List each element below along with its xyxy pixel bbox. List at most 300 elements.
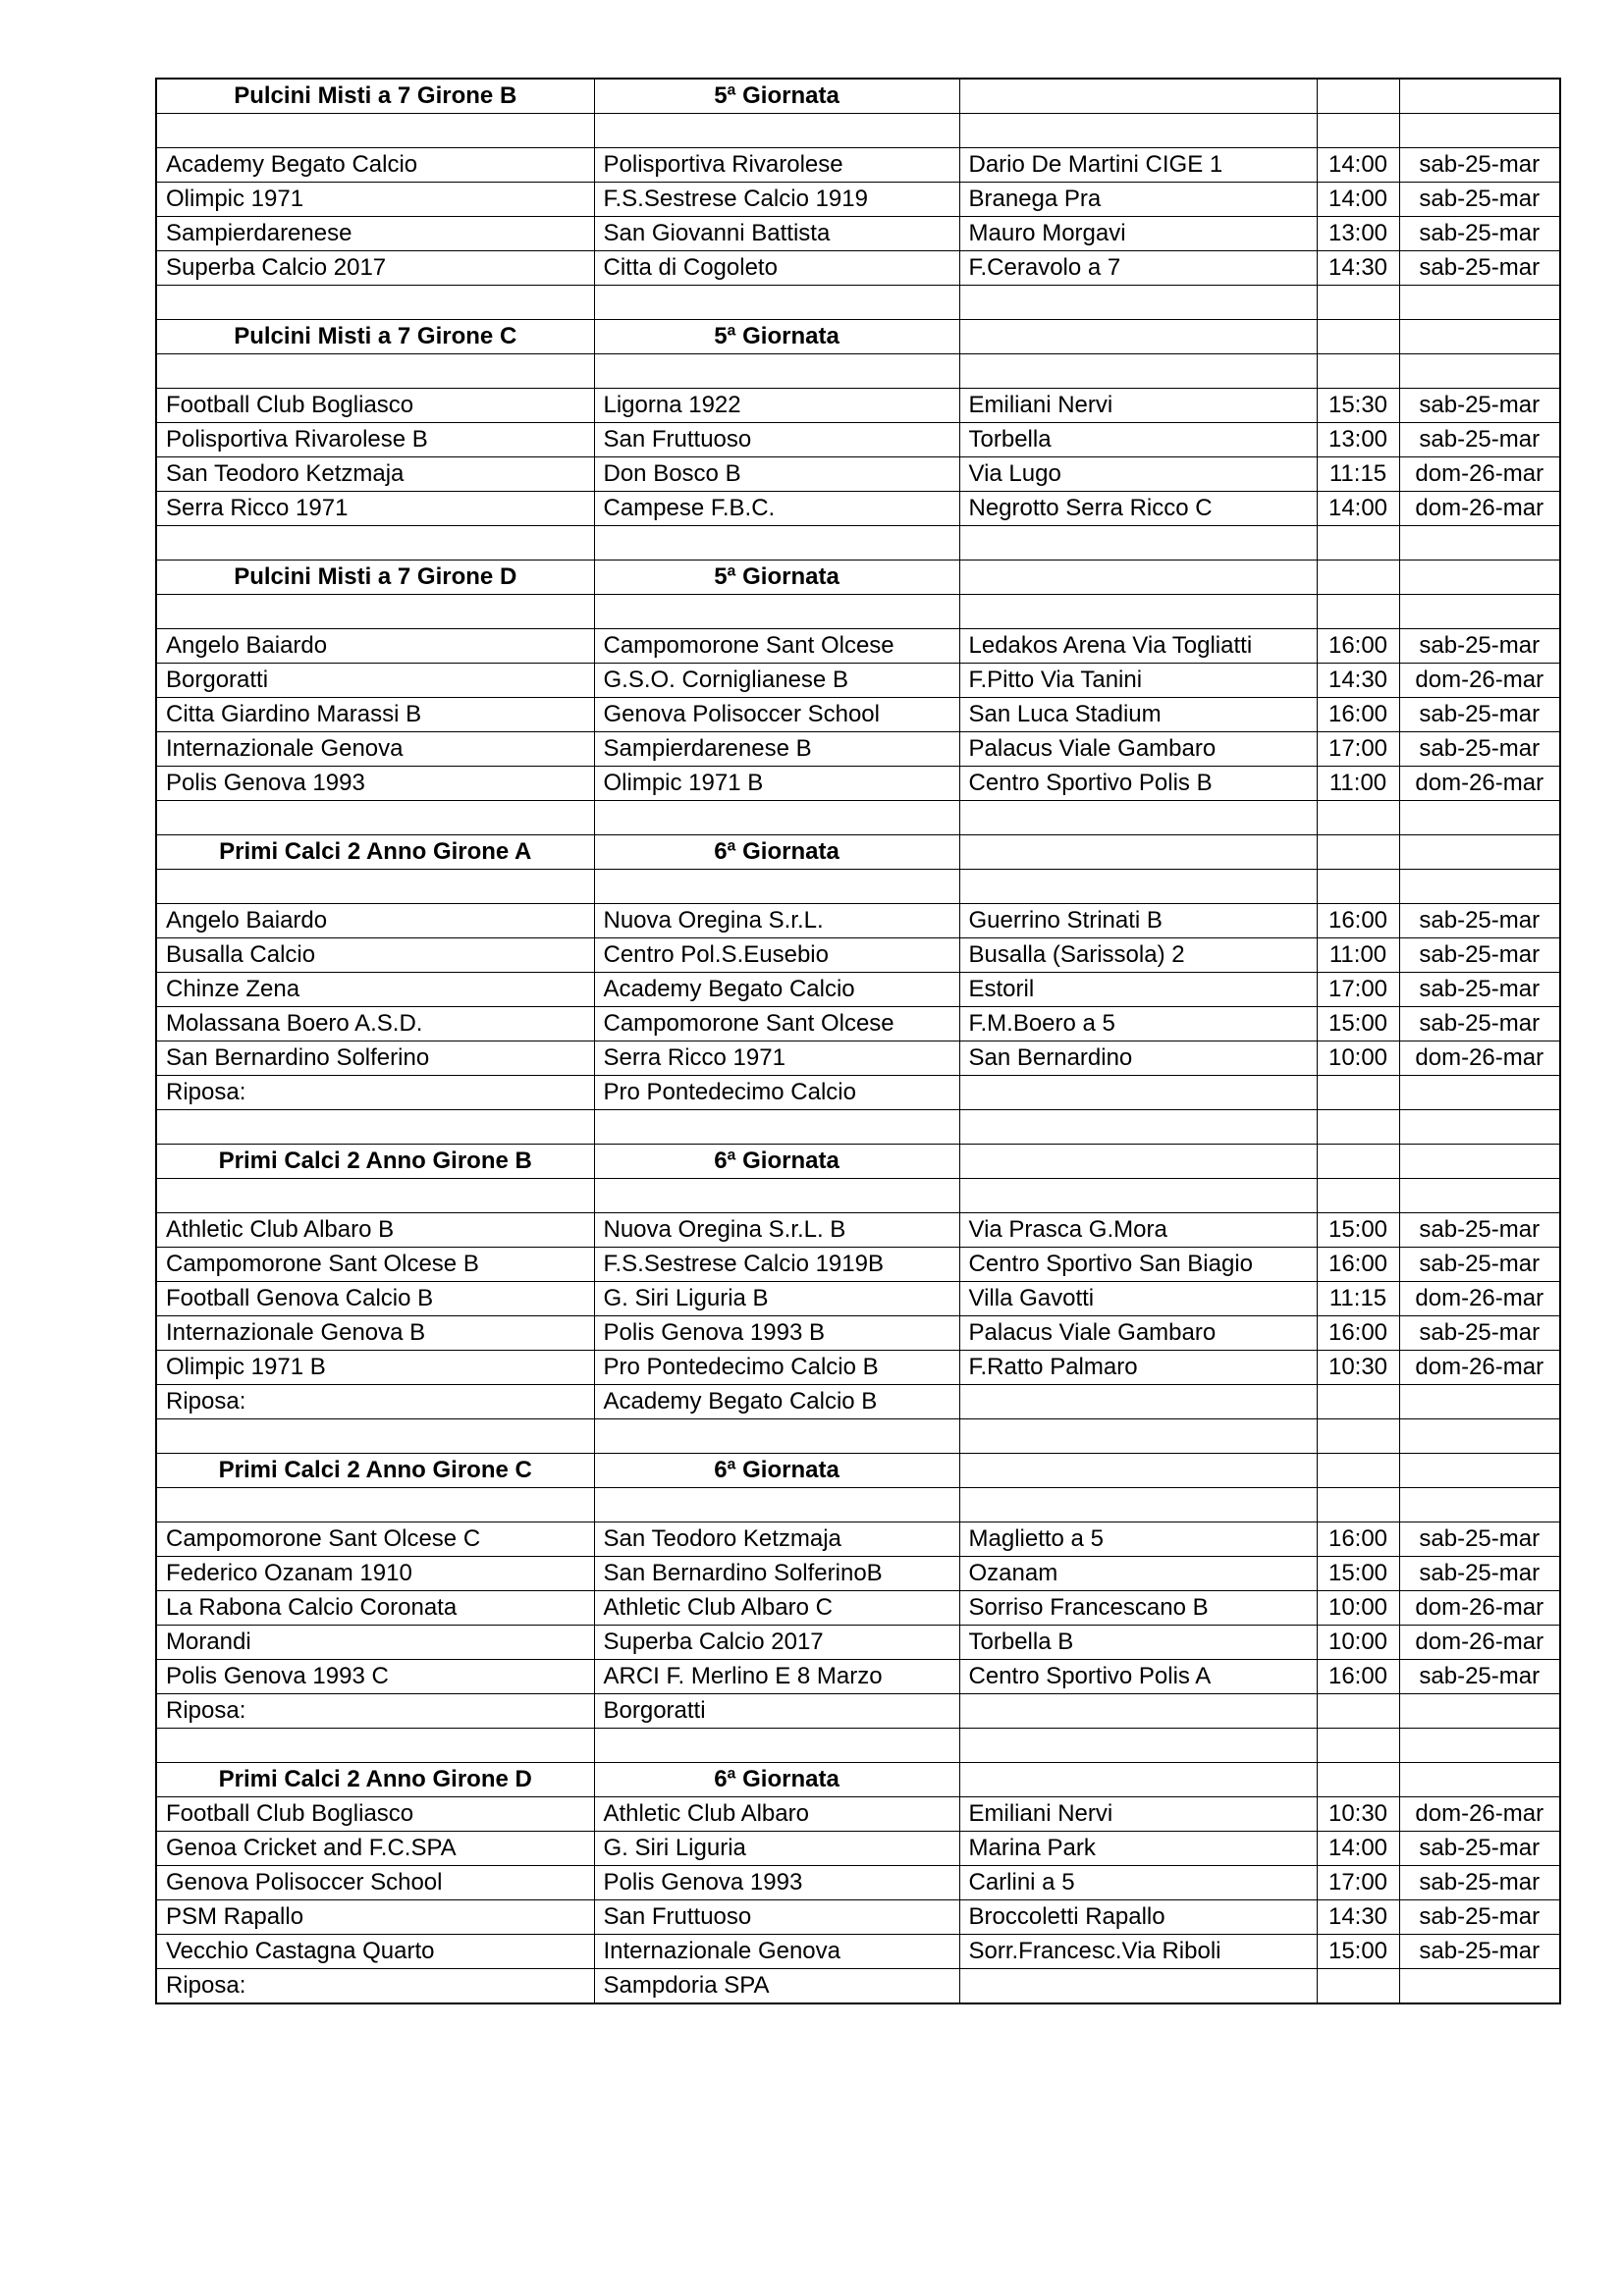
match-row xyxy=(156,938,1560,973)
venue: Via Lugo xyxy=(959,457,1317,492)
match-row xyxy=(156,1797,1560,1832)
match-date: sab-25-mar xyxy=(1399,1007,1560,1041)
venue: Maglietto a 5 xyxy=(959,1522,1317,1557)
kickoff-time: 15:00 xyxy=(1317,1007,1399,1041)
match-date: dom-26-mar xyxy=(1399,457,1560,492)
round-title: 6ª Giornata xyxy=(594,1454,959,1488)
empty-cell xyxy=(959,1419,1317,1454)
rest-row xyxy=(156,1385,1560,1419)
empty-cell xyxy=(1317,79,1399,114)
away-team: Nuova Oregina S.r.L. B xyxy=(594,1213,959,1248)
away-team: San Bernardino SolferinoB xyxy=(594,1557,959,1591)
home-team: Polis Genova 1993 xyxy=(156,767,594,801)
away-team: Athletic Club Albaro xyxy=(594,1797,959,1832)
empty-cell xyxy=(594,526,959,561)
empty-cell xyxy=(594,286,959,320)
match-row xyxy=(156,148,1560,183)
group-title: Primi Calci 2 Anno Girone A xyxy=(156,835,594,870)
empty-cell xyxy=(1317,1694,1399,1729)
match-date: sab-25-mar xyxy=(1399,217,1560,251)
venue: Sorriso Francescano B xyxy=(959,1591,1317,1626)
kickoff-time: 15:00 xyxy=(1317,1557,1399,1591)
away-team: G. Siri Liguria B xyxy=(594,1282,959,1316)
kickoff-time: 17:00 xyxy=(1317,732,1399,767)
empty-cell xyxy=(1317,801,1399,835)
kickoff-time: 11:15 xyxy=(1317,457,1399,492)
match-row xyxy=(156,1626,1560,1660)
empty-cell xyxy=(156,526,594,561)
empty-cell xyxy=(594,801,959,835)
empty-cell xyxy=(959,79,1317,114)
venue: Ledakos Arena Via Togliatti xyxy=(959,629,1317,664)
empty-cell xyxy=(1399,1969,1560,2004)
home-team: Campomorone Sant Olcese B xyxy=(156,1248,594,1282)
empty-cell xyxy=(1317,870,1399,904)
match-row xyxy=(156,767,1560,801)
away-team: Polisportiva Rivarolese xyxy=(594,148,959,183)
empty-cell xyxy=(1317,354,1399,389)
match-date: sab-25-mar xyxy=(1399,1316,1560,1351)
away-team: Olimpic 1971 B xyxy=(594,767,959,801)
empty-cell xyxy=(959,526,1317,561)
venue: Marina Park xyxy=(959,1832,1317,1866)
kickoff-time: 14:30 xyxy=(1317,251,1399,286)
match-row xyxy=(156,1351,1560,1385)
rest-label: Riposa: xyxy=(156,1076,594,1110)
empty-cell xyxy=(1399,1076,1560,1110)
spacer-row xyxy=(156,114,1560,148)
empty-cell xyxy=(959,561,1317,595)
empty-cell xyxy=(156,1419,594,1454)
venue: Torbella B xyxy=(959,1626,1317,1660)
away-team: Academy Begato Calcio xyxy=(594,973,959,1007)
group-title: Pulcini Misti a 7 Girone D xyxy=(156,561,594,595)
venue: Sorr.Francesc.Via Riboli xyxy=(959,1935,1317,1969)
empty-cell xyxy=(1317,114,1399,148)
home-team: Genova Polisoccer School xyxy=(156,1866,594,1900)
spacer-row xyxy=(156,1179,1560,1213)
home-team: Olimpic 1971 B xyxy=(156,1351,594,1385)
away-team: Superba Calcio 2017 xyxy=(594,1626,959,1660)
match-date: sab-25-mar xyxy=(1399,1935,1560,1969)
empty-cell xyxy=(1399,1454,1560,1488)
match-date: dom-26-mar xyxy=(1399,1591,1560,1626)
round-title: 5ª Giornata xyxy=(594,320,959,354)
kickoff-time: 15:30 xyxy=(1317,389,1399,423)
venue: Centro Sportivo San Biagio xyxy=(959,1248,1317,1282)
rest-row xyxy=(156,1694,1560,1729)
kickoff-time: 14:00 xyxy=(1317,183,1399,217)
match-date: sab-25-mar xyxy=(1399,148,1560,183)
empty-cell xyxy=(1399,801,1560,835)
empty-cell xyxy=(594,354,959,389)
empty-cell xyxy=(156,354,594,389)
match-row xyxy=(156,1213,1560,1248)
spacer-row xyxy=(156,354,1560,389)
empty-cell xyxy=(156,1110,594,1145)
match-date: sab-25-mar xyxy=(1399,938,1560,973)
empty-cell xyxy=(594,1729,959,1763)
away-team: F.S.Sestrese Calcio 1919 xyxy=(594,183,959,217)
spacer-row xyxy=(156,870,1560,904)
match-row xyxy=(156,1900,1560,1935)
empty-cell xyxy=(1399,1763,1560,1797)
kickoff-time: 16:00 xyxy=(1317,698,1399,732)
empty-cell xyxy=(959,1076,1317,1110)
spacer-row xyxy=(156,1729,1560,1763)
spacer-row xyxy=(156,1488,1560,1522)
empty-cell xyxy=(959,320,1317,354)
venue: Emiliani Nervi xyxy=(959,1797,1317,1832)
spacer-row xyxy=(156,286,1560,320)
match-row xyxy=(156,492,1560,526)
empty-cell xyxy=(1399,354,1560,389)
venue: Via Prasca G.Mora xyxy=(959,1213,1317,1248)
match-row xyxy=(156,1041,1560,1076)
empty-cell xyxy=(1399,1488,1560,1522)
empty-cell xyxy=(1317,1969,1399,2004)
kickoff-time: 16:00 xyxy=(1317,1316,1399,1351)
kickoff-time: 14:00 xyxy=(1317,492,1399,526)
match-date: dom-26-mar xyxy=(1399,1282,1560,1316)
away-team: San Giovanni Battista xyxy=(594,217,959,251)
venue: Palacus Viale Gambaro xyxy=(959,1316,1317,1351)
match-row xyxy=(156,217,1560,251)
match-row xyxy=(156,389,1560,423)
home-team: Sampierdarenese xyxy=(156,217,594,251)
venue: Branega Pra xyxy=(959,183,1317,217)
kickoff-time: 10:30 xyxy=(1317,1351,1399,1385)
away-team: Campomorone Sant Olcese xyxy=(594,629,959,664)
spacer-row xyxy=(156,801,1560,835)
empty-cell xyxy=(1399,286,1560,320)
venue: Villa Gavotti xyxy=(959,1282,1317,1316)
section-header-row xyxy=(156,79,1560,114)
empty-cell xyxy=(959,1763,1317,1797)
away-team: Ligorna 1922 xyxy=(594,389,959,423)
venue: Busalla (Sarissola) 2 xyxy=(959,938,1317,973)
spacer-row xyxy=(156,1110,1560,1145)
empty-cell xyxy=(156,286,594,320)
away-team: G.S.O. Corniglianese B xyxy=(594,664,959,698)
empty-cell xyxy=(1399,114,1560,148)
kickoff-time: 16:00 xyxy=(1317,1522,1399,1557)
home-team: Molassana Boero A.S.D. xyxy=(156,1007,594,1041)
rest-team: Pro Pontedecimo Calcio xyxy=(594,1076,959,1110)
empty-cell xyxy=(156,870,594,904)
venue: Dario De Martini CIGE 1 xyxy=(959,148,1317,183)
rest-team: Borgoratti xyxy=(594,1694,959,1729)
away-team: Campomorone Sant Olcese xyxy=(594,1007,959,1041)
empty-cell xyxy=(1399,1145,1560,1179)
home-team: Busalla Calcio xyxy=(156,938,594,973)
away-team: Internazionale Genova xyxy=(594,1935,959,1969)
match-date: dom-26-mar xyxy=(1399,1797,1560,1832)
match-row xyxy=(156,251,1560,286)
home-team: Morandi xyxy=(156,1626,594,1660)
empty-cell xyxy=(594,595,959,629)
match-date: sab-25-mar xyxy=(1399,1832,1560,1866)
home-team: San Teodoro Ketzmaja xyxy=(156,457,594,492)
match-row xyxy=(156,1557,1560,1591)
group-title: Primi Calci 2 Anno Girone B xyxy=(156,1145,594,1179)
kickoff-time: 10:30 xyxy=(1317,1797,1399,1832)
home-team: Polisportiva Rivarolese B xyxy=(156,423,594,457)
home-team: Borgoratti xyxy=(156,664,594,698)
home-team: Serra Ricco 1971 xyxy=(156,492,594,526)
home-team: Football Club Bogliasco xyxy=(156,389,594,423)
rest-team: Sampdoria SPA xyxy=(594,1969,959,2004)
empty-cell xyxy=(959,354,1317,389)
match-date: sab-25-mar xyxy=(1399,423,1560,457)
kickoff-time: 13:00 xyxy=(1317,423,1399,457)
kickoff-time: 16:00 xyxy=(1317,1660,1399,1694)
round-title: 5ª Giornata xyxy=(594,561,959,595)
home-team: San Bernardino Solferino xyxy=(156,1041,594,1076)
empty-cell xyxy=(959,1179,1317,1213)
empty-cell xyxy=(1317,1454,1399,1488)
empty-cell xyxy=(1399,870,1560,904)
home-team: Superba Calcio 2017 xyxy=(156,251,594,286)
match-row xyxy=(156,1866,1560,1900)
empty-cell xyxy=(959,1145,1317,1179)
empty-cell xyxy=(1317,1419,1399,1454)
kickoff-time: 11:15 xyxy=(1317,1282,1399,1316)
away-team: Polis Genova 1993 xyxy=(594,1866,959,1900)
venue: Estoril xyxy=(959,973,1317,1007)
spacer-row xyxy=(156,595,1560,629)
kickoff-time: 14:30 xyxy=(1317,1900,1399,1935)
match-date: sab-25-mar xyxy=(1399,1213,1560,1248)
kickoff-time: 16:00 xyxy=(1317,629,1399,664)
match-row xyxy=(156,1660,1560,1694)
venue: F.Ceravolo a 7 xyxy=(959,251,1317,286)
empty-cell xyxy=(1317,526,1399,561)
match-date: dom-26-mar xyxy=(1399,492,1560,526)
venue: Negrotto Serra Ricco C xyxy=(959,492,1317,526)
match-date: sab-25-mar xyxy=(1399,1248,1560,1282)
venue: Guerrino Strinati B xyxy=(959,904,1317,938)
home-team: PSM Rapallo xyxy=(156,1900,594,1935)
spacer-row xyxy=(156,1419,1560,1454)
home-team: Citta Giardino Marassi B xyxy=(156,698,594,732)
away-team: Campese F.B.C. xyxy=(594,492,959,526)
match-row xyxy=(156,457,1560,492)
kickoff-time: 10:00 xyxy=(1317,1626,1399,1660)
home-team: Federico Ozanam 1910 xyxy=(156,1557,594,1591)
empty-cell xyxy=(594,1110,959,1145)
empty-cell xyxy=(959,835,1317,870)
empty-cell xyxy=(594,870,959,904)
home-team: Olimpic 1971 xyxy=(156,183,594,217)
empty-cell xyxy=(156,1179,594,1213)
match-date: sab-25-mar xyxy=(1399,1866,1560,1900)
away-team: G. Siri Liguria xyxy=(594,1832,959,1866)
empty-cell xyxy=(1317,561,1399,595)
home-team: Academy Begato Calcio xyxy=(156,148,594,183)
match-date: dom-26-mar xyxy=(1399,1351,1560,1385)
venue: Mauro Morgavi xyxy=(959,217,1317,251)
away-team: Nuova Oregina S.r.L. xyxy=(594,904,959,938)
empty-cell xyxy=(594,1419,959,1454)
match-row xyxy=(156,1316,1560,1351)
home-team: Genoa Cricket and F.C.SPA xyxy=(156,1832,594,1866)
match-date: sab-25-mar xyxy=(1399,973,1560,1007)
home-team: Angelo Baiardo xyxy=(156,629,594,664)
match-date: sab-25-mar xyxy=(1399,1660,1560,1694)
empty-cell xyxy=(959,286,1317,320)
away-team: Centro Pol.S.Eusebio xyxy=(594,938,959,973)
venue: F.M.Boero a 5 xyxy=(959,1007,1317,1041)
away-team: Serra Ricco 1971 xyxy=(594,1041,959,1076)
home-team: Athletic Club Albaro B xyxy=(156,1213,594,1248)
away-team: Sampierdarenese B xyxy=(594,732,959,767)
match-date: dom-26-mar xyxy=(1399,1626,1560,1660)
away-team: San Teodoro Ketzmaja xyxy=(594,1522,959,1557)
match-date: sab-25-mar xyxy=(1399,732,1560,767)
home-team: La Rabona Calcio Coronata xyxy=(156,1591,594,1626)
empty-cell xyxy=(1399,835,1560,870)
away-team: ARCI F. Merlino E 8 Marzo xyxy=(594,1660,959,1694)
rest-row xyxy=(156,1076,1560,1110)
match-date: sab-25-mar xyxy=(1399,629,1560,664)
match-date: dom-26-mar xyxy=(1399,767,1560,801)
group-title: Primi Calci 2 Anno Girone D xyxy=(156,1763,594,1797)
venue: Centro Sportivo Polis B xyxy=(959,767,1317,801)
home-team: Football Club Bogliasco xyxy=(156,1797,594,1832)
fixtures-body xyxy=(156,79,1560,2003)
empty-cell xyxy=(156,595,594,629)
match-row xyxy=(156,973,1560,1007)
empty-cell xyxy=(1399,1179,1560,1213)
empty-cell xyxy=(959,1694,1317,1729)
empty-cell xyxy=(1399,1110,1560,1145)
empty-cell xyxy=(594,1179,959,1213)
empty-cell xyxy=(594,114,959,148)
empty-cell xyxy=(1317,1110,1399,1145)
empty-cell xyxy=(1399,1385,1560,1419)
group-title: Pulcini Misti a 7 Girone C xyxy=(156,320,594,354)
empty-cell xyxy=(1317,1145,1399,1179)
empty-cell xyxy=(959,1969,1317,2004)
match-row xyxy=(156,904,1560,938)
empty-cell xyxy=(959,1385,1317,1419)
match-date: sab-25-mar xyxy=(1399,1900,1560,1935)
kickoff-time: 16:00 xyxy=(1317,1248,1399,1282)
empty-cell xyxy=(156,114,594,148)
match-date: sab-25-mar xyxy=(1399,698,1560,732)
venue: Centro Sportivo Polis A xyxy=(959,1660,1317,1694)
home-team: Angelo Baiardo xyxy=(156,904,594,938)
venue: F.Ratto Palmaro xyxy=(959,1351,1317,1385)
empty-cell xyxy=(959,1729,1317,1763)
empty-cell xyxy=(594,1488,959,1522)
round-title: 6ª Giornata xyxy=(594,835,959,870)
empty-cell xyxy=(959,1110,1317,1145)
venue: San Bernardino xyxy=(959,1041,1317,1076)
empty-cell xyxy=(959,1488,1317,1522)
away-team: San Fruttuoso xyxy=(594,1900,959,1935)
kickoff-time: 14:00 xyxy=(1317,148,1399,183)
away-team: Genova Polisoccer School xyxy=(594,698,959,732)
match-row xyxy=(156,1522,1560,1557)
venue: Palacus Viale Gambaro xyxy=(959,732,1317,767)
kickoff-time: 14:00 xyxy=(1317,1832,1399,1866)
empty-cell xyxy=(1317,1385,1399,1419)
home-team: Polis Genova 1993 C xyxy=(156,1660,594,1694)
kickoff-time: 10:00 xyxy=(1317,1041,1399,1076)
match-row xyxy=(156,423,1560,457)
match-row xyxy=(156,1591,1560,1626)
section-header-row xyxy=(156,1145,1560,1179)
match-row xyxy=(156,698,1560,732)
empty-cell xyxy=(959,870,1317,904)
round-title: 6ª Giornata xyxy=(594,1145,959,1179)
group-title: Primi Calci 2 Anno Girone C xyxy=(156,1454,594,1488)
away-team: Citta di Cogoleto xyxy=(594,251,959,286)
empty-cell xyxy=(1317,320,1399,354)
empty-cell xyxy=(156,1729,594,1763)
empty-cell xyxy=(156,1488,594,1522)
home-team: Vecchio Castagna Quarto xyxy=(156,1935,594,1969)
empty-cell xyxy=(1399,320,1560,354)
match-date: dom-26-mar xyxy=(1399,1041,1560,1076)
home-team: Chinze Zena xyxy=(156,973,594,1007)
kickoff-time: 16:00 xyxy=(1317,904,1399,938)
kickoff-time: 10:00 xyxy=(1317,1591,1399,1626)
group-title: Pulcini Misti a 7 Girone B xyxy=(156,79,594,114)
match-date: sab-25-mar xyxy=(1399,251,1560,286)
match-row xyxy=(156,1935,1560,1969)
match-row xyxy=(156,183,1560,217)
rest-label: Riposa: xyxy=(156,1969,594,2004)
rest-label: Riposa: xyxy=(156,1385,594,1419)
empty-cell xyxy=(1317,595,1399,629)
match-row xyxy=(156,732,1560,767)
section-header-row xyxy=(156,561,1560,595)
home-team: Internazionale Genova xyxy=(156,732,594,767)
section-header-row xyxy=(156,835,1560,870)
rest-row xyxy=(156,1969,1560,2004)
section-header-row xyxy=(156,320,1560,354)
empty-cell xyxy=(1317,1729,1399,1763)
empty-cell xyxy=(1399,1729,1560,1763)
match-date: dom-26-mar xyxy=(1399,664,1560,698)
away-team: San Fruttuoso xyxy=(594,423,959,457)
home-team: Football Genova Calcio B xyxy=(156,1282,594,1316)
section-header-row xyxy=(156,1454,1560,1488)
empty-cell xyxy=(1399,526,1560,561)
match-date: sab-25-mar xyxy=(1399,1557,1560,1591)
kickoff-time: 15:00 xyxy=(1317,1935,1399,1969)
empty-cell xyxy=(1399,79,1560,114)
rest-team: Academy Begato Calcio B xyxy=(594,1385,959,1419)
kickoff-time: 17:00 xyxy=(1317,973,1399,1007)
venue: San Luca Stadium xyxy=(959,698,1317,732)
venue: Ozanam xyxy=(959,1557,1317,1591)
home-team: Campomorone Sant Olcese C xyxy=(156,1522,594,1557)
match-row xyxy=(156,664,1560,698)
kickoff-time: 11:00 xyxy=(1317,938,1399,973)
empty-cell xyxy=(1317,1763,1399,1797)
match-row xyxy=(156,629,1560,664)
empty-cell xyxy=(959,801,1317,835)
match-date: sab-25-mar xyxy=(1399,1522,1560,1557)
match-date: sab-25-mar xyxy=(1399,904,1560,938)
away-team: Don Bosco B xyxy=(594,457,959,492)
round-title: 6ª Giornata xyxy=(594,1763,959,1797)
venue: Broccoletti Rapallo xyxy=(959,1900,1317,1935)
